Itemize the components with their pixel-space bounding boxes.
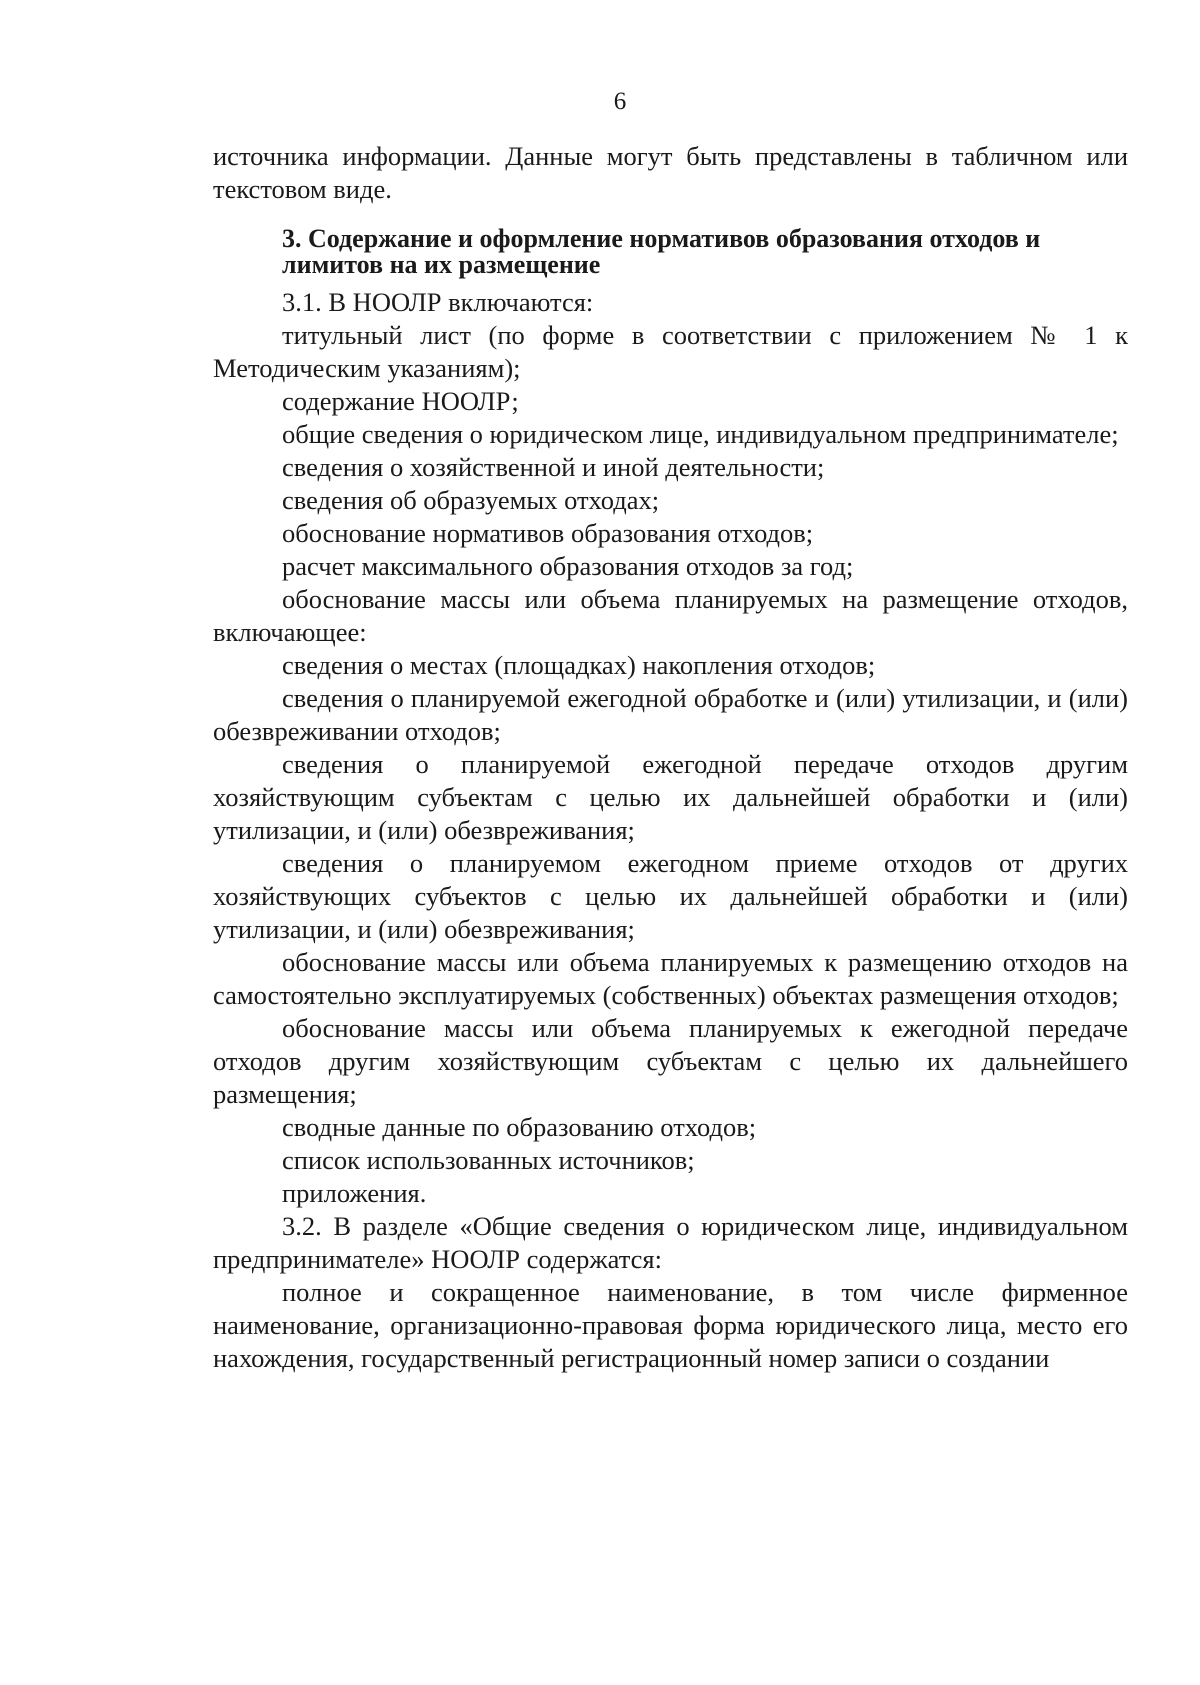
list-item-general-info: общие сведения о юридическом лице, индивидуальном предпринимателе;	[282, 419, 1119, 449]
list-item-accumulation-sites: сведения о местах (площадках) накопления отходов;	[282, 650, 876, 680]
list-item-appendices: приложения.	[282, 1178, 427, 1208]
list-item-activity-info: сведения о хозяйственной и иной деятельности;	[282, 452, 825, 482]
section-heading: 3. Содержание и оформление нормативов образования отходов и лимитов на их размещение	[282, 224, 1041, 279]
list-item-transfer: сведения о планируемой ежегодной передаче отходов другим хозяйствующим субъектам с целью их дальнейшей обработки и (или) утилизации, и (или) обезвреживания;	[213, 749, 1128, 845]
list-item-waste-info: сведения об образуемых отходах;	[282, 485, 660, 515]
list-item-transfer-disposal: обоснование массы или объема планируемых к ежегодной передаче отходов другим хозяйствующим субъектам с целью их дальнейшего размещения;	[213, 1013, 1128, 1109]
document-body	[213, 140, 1128, 1375]
page-number: 6	[613, 88, 627, 115]
list-item-title-page: титульный лист (по форме в соответствии с приложением № 1 к Методическим указаниям);	[213, 320, 1128, 383]
paragraph-continuation: источника информации. Данные могут быть представлены в табличном или текстовом виде.	[213, 141, 1128, 204]
list-item-sources: список использованных источников;	[282, 1145, 695, 1175]
paragraph-3-2: 3.2. В разделе «Общие сведения о юридическом лице, индивидуальном предпринимателе» НООЛР содержатся:	[213, 1211, 1128, 1274]
list-item-processing: сведения о планируемой ежегодной обработке и (или) утилизации, и (или) обезвреживании отходов;	[213, 683, 1128, 746]
list-item-norms-justification: обоснование нормативов образования отходов;	[282, 518, 814, 548]
list-item-summary: сводные данные по образованию отходов;	[282, 1112, 757, 1142]
list-item-max-generation: расчет максимального образования отходов за год;	[282, 551, 854, 581]
list-item-reception: сведения о планируемом ежегодном приеме отходов от других хозяйствующих субъектов с целью их дальнейшей обработки и (или) утилизации, и (или) обезвреживания;	[213, 848, 1128, 944]
list-item-contents: содержание НООЛР;	[282, 386, 519, 416]
paragraph-name-info: полное и сокращенное наименование, в том числе фирменное наименование, организационно-правовая форма юридического лица, место его нахождения, государственный регистрационный номер записи о создании	[213, 1277, 1128, 1373]
list-item-mass-justification: обоснование массы или объема планируемых на размещение отходов, включающее:	[213, 584, 1128, 647]
list-item-own-disposal: обоснование массы или объема планируемых к размещению отходов на самостоятельно эксплуатируемых (собственных) объектах размещения отходов;	[213, 947, 1128, 1010]
paragraph-3-1: 3.1. В НООЛР включаются:	[282, 287, 594, 317]
